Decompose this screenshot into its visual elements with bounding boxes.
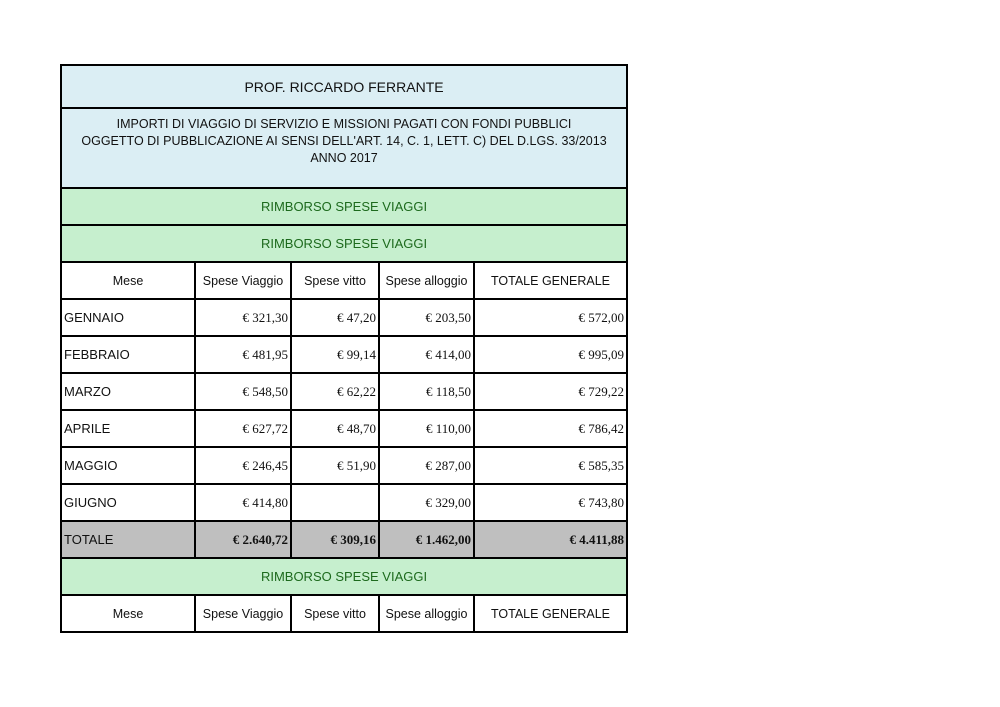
row-month: APRILE (61, 410, 195, 447)
table-row (61, 373, 627, 410)
row-vitto: € 47,20 (291, 299, 379, 336)
col-mese: Mese (61, 262, 195, 299)
col-mese: Mese (61, 595, 195, 632)
total-vitto: € 309,16 (291, 521, 379, 558)
row-month: GIUGNO (61, 484, 195, 521)
row-month: MARZO (61, 373, 195, 410)
row-alloggio: € 414,00 (379, 336, 474, 373)
row-month: FEBBRAIO (61, 336, 195, 373)
col-spese-vitto: Spese vitto (291, 262, 379, 299)
row-totale: € 729,22 (474, 373, 627, 410)
row-alloggio: € 203,50 (379, 299, 474, 336)
total-viaggio: € 2.640,72 (195, 521, 291, 558)
col-totale-generale: TOTALE GENERALE (474, 262, 627, 299)
row-vitto: € 62,22 (291, 373, 379, 410)
section-band-2: RIMBORSO SPESE VIAGGI (61, 225, 627, 262)
total-label: TOTALE (61, 521, 195, 558)
row-totale: € 743,80 (474, 484, 627, 521)
row-month: MAGGIO (61, 447, 195, 484)
row-viaggio: € 321,30 (195, 299, 291, 336)
col-spese-alloggio: Spese alloggio (379, 262, 474, 299)
column-header-row (61, 262, 627, 299)
column-header-row-2 (61, 595, 627, 632)
table-row (61, 410, 627, 447)
description-line-1: IMPORTI DI VIAGGIO DI SERVIZIO E MISSIONI PAGATI CON FONDI PUBBLICI (116, 117, 572, 131)
row-vitto: € 51,90 (291, 447, 379, 484)
table-row (61, 447, 627, 484)
document-description (61, 108, 627, 188)
row-alloggio: € 110,00 (379, 410, 474, 447)
row-viaggio: € 414,80 (195, 484, 291, 521)
row-totale: € 585,35 (474, 447, 627, 484)
col-spese-alloggio: Spese alloggio (379, 595, 474, 632)
row-viaggio: € 627,72 (195, 410, 291, 447)
section-band-1: RIMBORSO SPESE VIAGGI (61, 188, 627, 225)
col-spese-vitto: Spese vitto (291, 595, 379, 632)
col-spese-viaggio: Spese Viaggio (195, 595, 291, 632)
total-totale: € 4.411,88 (474, 521, 627, 558)
row-alloggio: € 287,00 (379, 447, 474, 484)
row-alloggio: € 329,00 (379, 484, 474, 521)
professor-name: PROF. RICCARDO FERRANTE (61, 65, 627, 108)
table-row (61, 484, 627, 521)
row-viaggio: € 481,95 (195, 336, 291, 373)
total-alloggio: € 1.462,00 (379, 521, 474, 558)
row-month: GENNAIO (61, 299, 195, 336)
description-year: ANNO 2017 (310, 151, 378, 165)
col-totale-generale: TOTALE GENERALE (474, 595, 627, 632)
row-vitto (291, 484, 379, 521)
row-alloggio: € 118,50 (379, 373, 474, 410)
row-vitto: € 99,14 (291, 336, 379, 373)
table-row (61, 336, 627, 373)
row-viaggio: € 246,45 (195, 447, 291, 484)
row-vitto: € 48,70 (291, 410, 379, 447)
table-row (61, 299, 627, 336)
description-line-2: OGGETTO DI PUBBLICAZIONE AI SENSI DELL'ART. 14, C. 1, LETT. C) DEL D.LGS. 33/2013 (81, 134, 607, 148)
expense-table (60, 64, 628, 633)
row-totale: € 995,09 (474, 336, 627, 373)
row-totale: € 572,00 (474, 299, 627, 336)
row-totale: € 786,42 (474, 410, 627, 447)
section-band-3: RIMBORSO SPESE VIAGGI (61, 558, 627, 595)
total-row (61, 521, 627, 558)
row-viaggio: € 548,50 (195, 373, 291, 410)
col-spese-viaggio: Spese Viaggio (195, 262, 291, 299)
